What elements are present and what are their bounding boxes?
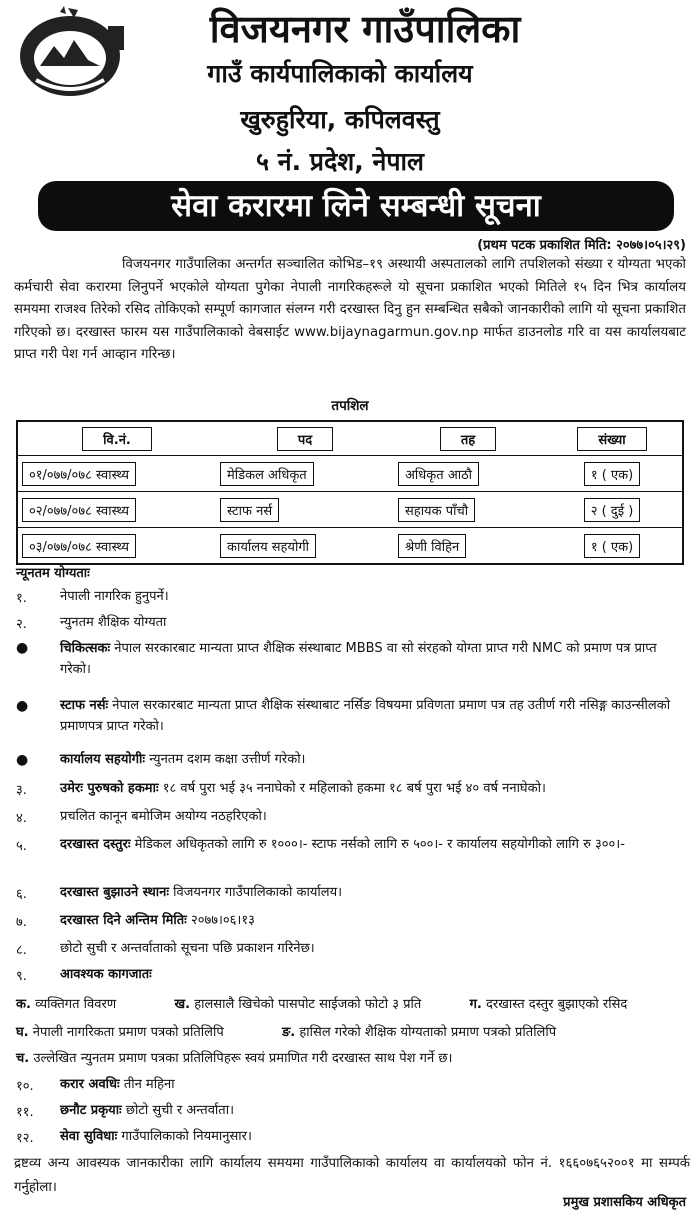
bullet-icon: ● [16, 640, 29, 656]
province-name: ५ नं. प्रदेश, नेपाल [256, 147, 424, 176]
item-text: नेपाली नागरिक हुनुपर्ने। [60, 589, 169, 604]
item-contract-duration: करार अवधिः तीन महिना [60, 1077, 175, 1092]
publication-date: (प्रथम पटक प्रकाशित मिति: २०७७।०५।२९) [477, 238, 686, 253]
cell-count: २ ( दुई ) [584, 498, 641, 522]
cell-count: १ ( एक) [584, 462, 640, 486]
notice-title-banner: सेवा करारमा लिने सम्बन्धी सूचना [38, 181, 674, 231]
item-number: ७. [16, 915, 27, 930]
signature-title: प्रमुख प्रशासकिय अधिकृत [563, 1195, 686, 1210]
header-level: तह [440, 427, 496, 451]
item-number: ६. [16, 887, 27, 902]
cell-level: सहायक पाँचौ [398, 498, 475, 522]
table-header-row [18, 422, 682, 455]
item-number: २. [16, 617, 27, 632]
nepal-government-emblem-icon [8, 6, 138, 102]
bullet-icon: ● [16, 698, 29, 714]
item-number: १२. [16, 1131, 34, 1146]
header-serial: वि.नं. [82, 427, 152, 451]
cell-post: स्टाफ नर्स [220, 498, 279, 522]
bullet-item-doctor: चिकित्सकः नेपाल सरकारबाट मान्यता प्राप्त शैक्षिक संस्थाबाट MBBS वा सो संरहको योग्ता प्राप्त गरी NMC को प्रमाण पत्र प्राप्त गरेको। [60, 641, 657, 677]
table-row [18, 527, 682, 563]
bullet-item-nurse: स्टाफ नर्सः नेपाल सरकारबाट मान्यता प्राप्त शैक्षिक संस्थाबाट नर्सिङ विषयमा प्रविणता प्रमाण पत्र तह उतीर्ण गरी नसिङ्ग काउन्सीलको प्रमाणपत्र प्राप्त गरेको। [60, 698, 671, 734]
item-number: ९. [16, 969, 27, 984]
item-number: ११. [16, 1105, 34, 1120]
table-row [18, 455, 682, 491]
item-number: ८. [16, 943, 27, 958]
cell-level: श्रेणी विहिन [398, 534, 466, 558]
item-number: ४. [16, 811, 27, 826]
item-number: ३. [16, 783, 27, 798]
footer-note: द्रष्टव्य अन्य आवस्यक जानकारीका लागि कार्यालय समयमा गाउँपालिकाको कार्यालय वा कार्यालयको फोन नं. १६६०७६५२००१ मा सम्पर्क गर्नुहोला। [14, 1156, 690, 1195]
cell-serial: ०२/०७७/०७८ स्वास्थ्य [22, 498, 136, 522]
cell-level: अधिकृत आठौ [398, 462, 479, 486]
office-name: गाउँ कार्यपालिकाको कार्यालय [207, 59, 473, 88]
item-selection-process: छनौट प्रकृयाः छोटो सुची र अन्तर्वाता। [60, 1103, 234, 1118]
item-number: १०. [16, 1079, 34, 1094]
item-text: न्युनतम शैक्षिक योग्यता [60, 615, 167, 630]
item-deadline: दरखास्त दिने अन्तिम मितिः २०७७।०६।१३ [60, 913, 255, 928]
item-fee: दरखास्त दस्तुरः मेडिकल अधिकृतको लागि रु १०००।- स्टाफ नर्सको लागि रु ५००।- र कार्यालय सहयोगीको लागि रु ३००।- [60, 837, 625, 852]
document-row: घ. नेपाली नागरिकता प्रमाण पत्रको प्रतिलिपि ङ. हासिल गरेको शैक्षिक योग्यताको प्रमाण पत्रको प्रतिलिपि [16, 1025, 557, 1040]
municipality-title: विजयनगर गाउँपालिका [209, 7, 521, 51]
cell-serial: ०१/०७७/०७८ स्वास्थ्य [22, 462, 136, 486]
document-row: च. उल्लेखित न्युनतम प्रमाण पत्रका प्रतिलिपिहरू स्वयं प्रमाणित गरी दरखास्त साथ पेश गर्ने छ। [16, 1051, 453, 1066]
item-documents-heading: आवश्यक कागजातः [60, 967, 152, 982]
cell-post: कार्यालय सहयोगी [220, 534, 316, 558]
qualifications-heading: न्यूनतम योग्यताः [16, 566, 90, 581]
bullet-item-office-assistant: कार्यालय सहयोगीः न्युनतम दशम कक्षा उत्तीर्ण गरेको। [60, 752, 306, 767]
item-number: १. [16, 591, 27, 606]
item-text: छोटो सुची र अन्तर्वाताको सूचना पछि प्रकाशन गरिनेछ। [60, 941, 315, 956]
cell-count: १ ( एक) [584, 534, 640, 558]
item-text: प्रचलित कानून बमोजिम अयोग्य नठहरिएको। [60, 809, 267, 824]
cell-post: मेडिकल अधिकृत [220, 462, 314, 486]
table-caption: तपशिल [331, 398, 369, 414]
intro-text: विजयनगर गाउँपालिका अन्तर्गत सञ्चालित कोभिड–१९ अस्थायी अस्पतालको लागि तपशिलको संख्या र योग्यता भएको कर्मचारी सेवा करारमा लिनुपर्ने भएकोले योग्यता पुगेका नेपाली नागरिकहरूले यो सूचना प्रकाशित भएको मितिले १५ दिन भित्र कार्यालय समयमा राजश्व तिरेको रसिद तोकिएको सम्पूर्ण कागजात संलग्न गरी दरखास्त दिनु हुन सम्बन्धित सबैको जानकारीको लागि यो सूचना प्रकाशित गरिएको छ। दरखास्त फारम यस गाउँपालिकाको वेबसाईट www.bijaynagarmun.gov.np मार्फत डाउनलोड गरि वा यस कार्यालयबाट प्राप्त गरी पेश गर्न आव्हान गरिन्छ। [14, 257, 686, 363]
item-number: ५. [16, 839, 27, 854]
item-submission-place: दरखास्त बुझाउने स्थानः विजयनगर गाउँपालिकाको कार्यालय। [60, 885, 343, 900]
cell-serial: ०३/०७७/०७८ स्वास्थ्य [22, 534, 136, 558]
header-count: संख्या [577, 427, 646, 451]
intro-paragraph [14, 254, 686, 367]
item-age: उमेरः पुरुषको हकमाः १८ वर्ष पुरा भई ३५ ननाघेको र महिलाको हकमा १८ बर्ष पुरा भई ४० वर्ष ननाघेको। [60, 781, 546, 796]
table-row [18, 491, 682, 527]
positions-table [16, 420, 684, 565]
document-row: क. व्यक्तिगत विवरण ख. हालसालै खिचेको पासपोट साईजको फोटो ३ प्रति ग. दरखास्त दस्तुर बुझाएको रसिद [16, 997, 628, 1012]
office-location: खुरुहुरिया, कपिलवस्तु [240, 105, 440, 134]
item-benefits: सेवा सुविधाः गाउँपालिकाको नियमानुसार। [60, 1129, 252, 1144]
bullet-icon: ● [16, 752, 29, 768]
header-post: पद [277, 427, 333, 451]
